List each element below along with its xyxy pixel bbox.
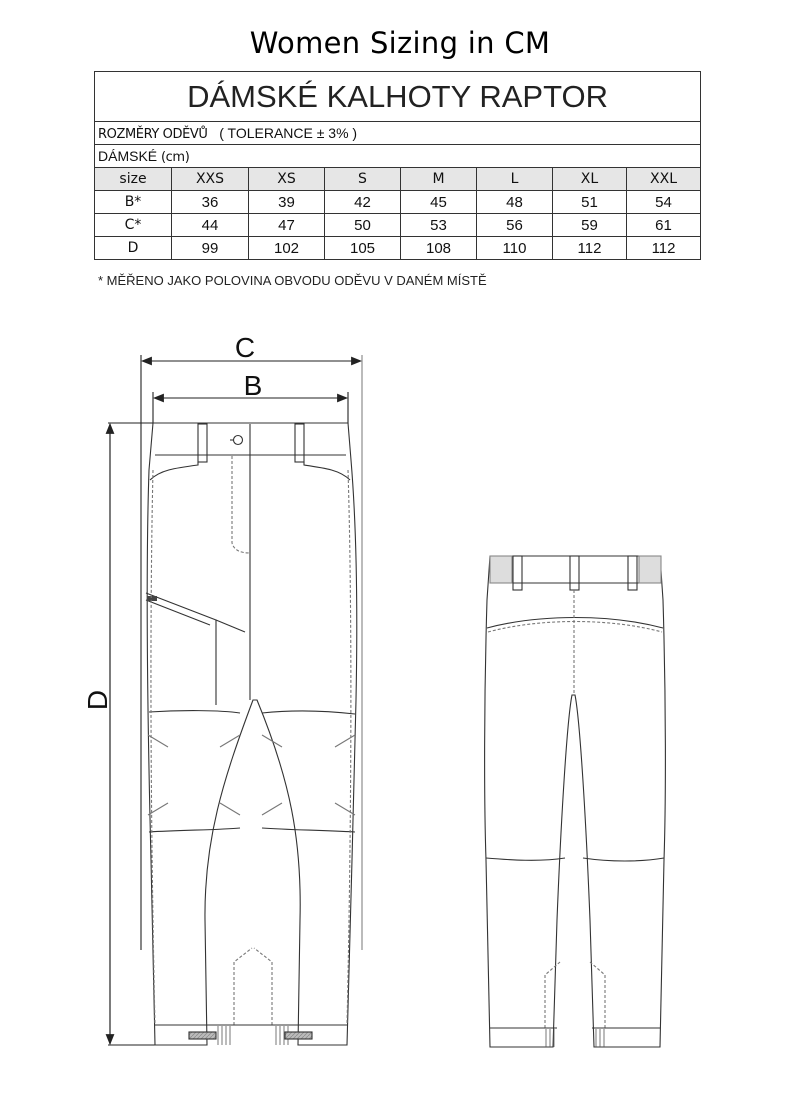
footnote: * MĚŘENO JAKO POLOVINA OBVODU ODĚVU V DANÉM MÍSTĚ [98,273,487,288]
header-size: XXL [627,168,701,191]
cell: 112 [627,237,701,260]
page-title: Women Sizing in CM [249,26,551,60]
cell: 48 [477,191,553,214]
header-size: S [325,168,401,191]
row-label: B* [95,191,172,214]
cell: 54 [627,191,701,214]
cell: 39 [249,191,325,214]
cell: 56 [477,214,553,237]
cell: 47 [249,214,325,237]
tolerance-value: ( TOLERANCE ± 3% ) [219,124,358,141]
cell: 61 [627,214,701,237]
pants-back-icon [485,556,666,1047]
cell: 112 [553,237,627,260]
header-size: M [401,168,477,191]
cell: 105 [325,237,401,260]
cell: 53 [401,214,477,237]
cell: 44 [172,214,249,237]
cell: 102 [249,237,325,260]
header-size: XS [249,168,325,191]
pants-front-icon [146,423,357,1045]
dimension-b-label: B [243,370,263,401]
cell: 45 [401,191,477,214]
category-label: DÁMSKÉ [98,147,158,164]
header-size: XL [553,168,627,191]
header-size-label: size [95,168,172,191]
cell: 36 [172,191,249,214]
header-size: L [477,168,553,191]
cell: 99 [172,237,249,260]
cell: 110 [477,237,553,260]
dimension-d-label: D [82,689,113,711]
unit-label: (cm) [161,149,190,165]
row-label: C* [95,214,172,237]
dimension-c-label: C [234,332,256,363]
cell: 108 [401,237,477,260]
cell: 59 [553,214,627,237]
cell: 51 [553,191,627,214]
product-name: DÁMSKÉ KALHOTY RAPTOR [95,72,701,122]
cell: 50 [325,214,401,237]
cell: 42 [325,191,401,214]
tolerance-label: ROZMĚRY ODĚVŮ [98,126,208,142]
header-size: XXS [172,168,249,191]
row-label: D [95,237,172,260]
